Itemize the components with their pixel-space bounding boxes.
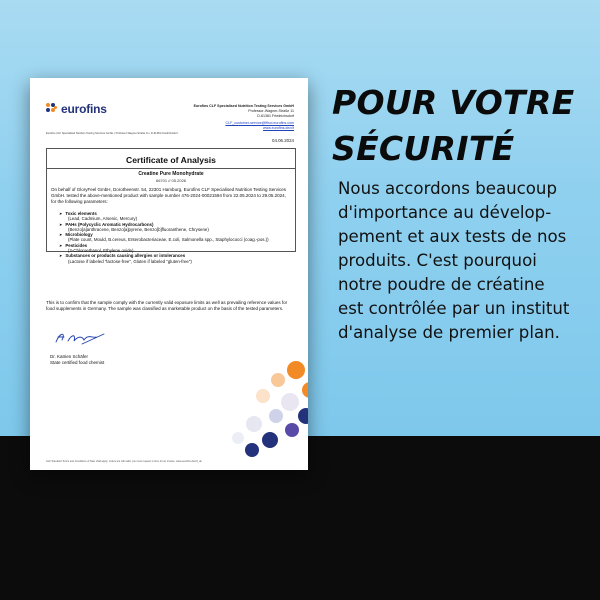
body-line: produits. C'est pourquoi (338, 251, 537, 270)
body-paragraph (338, 177, 590, 345)
headline (332, 80, 592, 172)
parameter-detail: (Lactose if labeled "lactose-free", Gluten if labeled "gluten-free") (68, 258, 192, 264)
certificate-title: Certificate of Analysis (126, 155, 216, 165)
signer-title: State certified food chemist (50, 359, 105, 365)
headline-line-2: SÉCURITÉ (332, 129, 515, 168)
parameter-detail: (Lead, Cadmium, Arsenic, Mercury) (68, 216, 138, 222)
signature-image (52, 328, 112, 350)
parameter-name: ➤ Microbiology (59, 232, 291, 237)
parameter-name: ➤ Pesticides (59, 243, 291, 248)
certificate-intro: On behalf of GloryFeel GmbH, Dorotheenstr. 54, 22301 Hamburg, Eurofins CLF Specialised Nutrition Testing Services GmbH. tested the above-mentioned product with sample number 476-2024-00021594 from 22.05.2024 to 29.05.2024, for the following parameters: (51, 187, 287, 204)
parameter-detail: (2-Chloroethanol, Ethylene oxide) (68, 248, 134, 254)
signer-block (50, 354, 104, 366)
document-date: 04.06.2024 (272, 138, 294, 143)
eurofins-logo-icon (46, 103, 58, 115)
parameter-detail: (Benzo[a]anthracene, Benzo[a]pyrene, Benzo[b]fluoranthene, Chrysene) (68, 226, 209, 232)
product-name: Creatine Pure Monohydrate (138, 171, 204, 177)
certificate-conclusion: This is to confirm that the sample comply with the currently valid exposure limits as well as prevailing reference values for food supplements in Germany. The sample was classified as marketable product on the basis of the tested parameters. (46, 300, 288, 311)
certificate-document (30, 78, 308, 470)
eurofins-logo-text: eurofins (61, 102, 107, 116)
lab-email-link[interactable]: CLF_customer-service@fflsci.eurofins.com (225, 121, 294, 126)
decorative-dots (218, 354, 308, 464)
certificate-box (46, 148, 296, 264)
eurofins-logo (46, 102, 107, 116)
signer-name: Dr. Katrien Schäfer (50, 354, 89, 359)
document-footer: GLF Standard Terms and Conditions of Sale shall apply; orders are still valid; you must request in time for an invoice. www.eurofins.de/clf_de (46, 460, 202, 463)
parameter-list (59, 211, 291, 264)
parameter-detail: (Plate count, Mould, B.cereus, Enterobacteriaceae, E.coli, Salmonella spp., Staphylococci (coag.-pos.)) (68, 237, 269, 243)
body-line: d'analyse de premier plan. (338, 323, 560, 342)
body-line: pement et aux tests de nos (338, 227, 567, 246)
lab-web-link[interactable]: www.eurofins.de/clf (263, 126, 294, 131)
body-line: Nous accordons beaucoup (338, 179, 557, 198)
headline-line-1: POUR VOTRE (332, 83, 575, 122)
title-divider (47, 168, 295, 169)
parameter-name: ➤ Toxic elements (59, 211, 291, 216)
body-line: est contrôlée par un institut (338, 299, 570, 318)
lab-address: Eurofins CLF Specialised Nutrition Testing Services GmbH Professor-Wagner-Straße 11 D-61381 Friedrichsdorf CLF_customer-service@fflsci.eurofins.com www.eurofins.de/clf (174, 104, 294, 131)
parameter-name: ➤ Substances or products causing allergies or intolerances (59, 253, 291, 258)
sender-line: Eurofins CLF Specialised Nutrition Testing Services GmbH • Professor-Wagner-Straße 11 • D-61381 Friedrichsdorf (46, 132, 178, 135)
product-code: 66701 // 05.2026 (155, 178, 187, 183)
body-line: d'importance au dévelop- (338, 203, 552, 222)
parameter-name: ➤ PAHs (Polycyclic Aromatic Hydrocarbons) (59, 222, 291, 227)
body-line: notre poudre de créatine (338, 275, 545, 294)
